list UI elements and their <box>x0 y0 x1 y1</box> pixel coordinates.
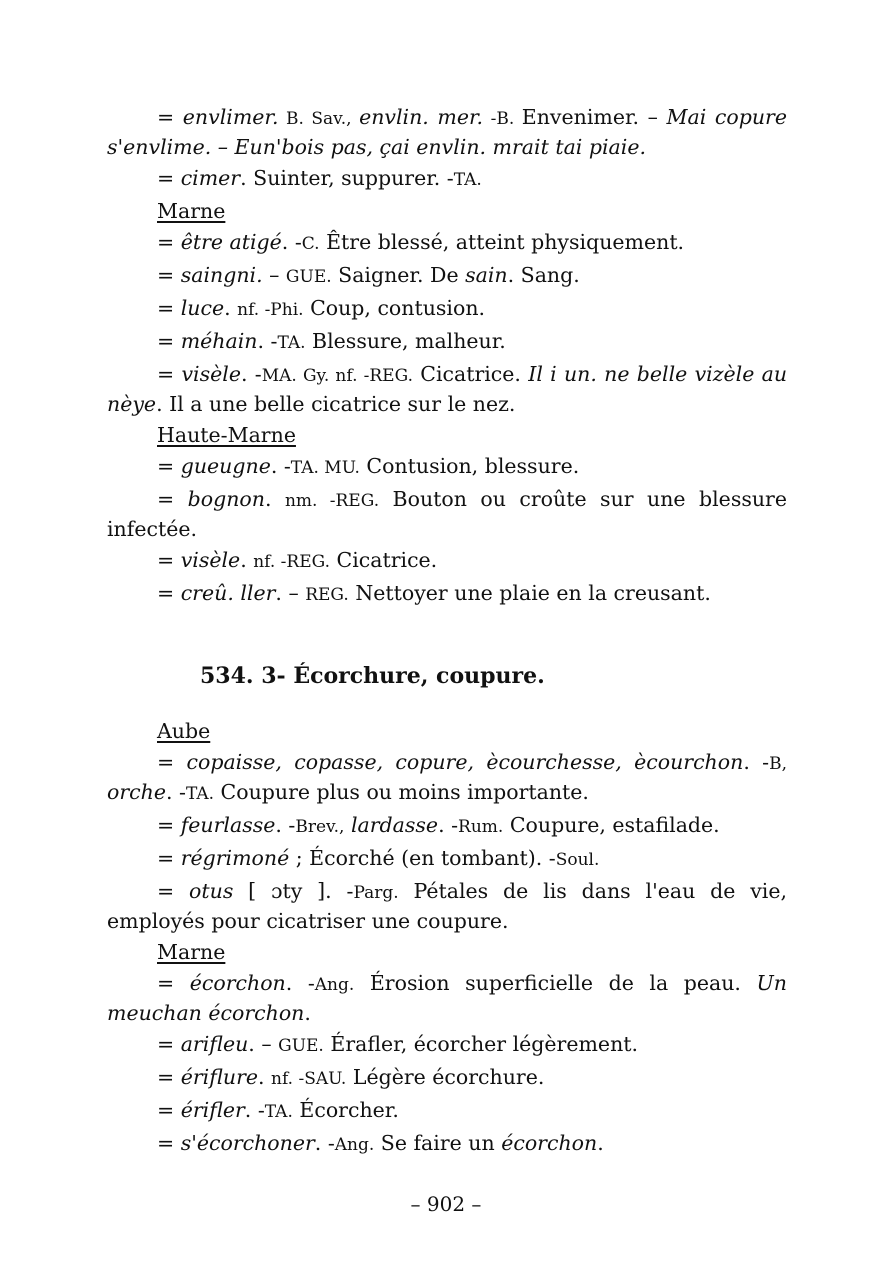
headword: être atigé <box>180 230 282 254</box>
source-ref: TA. <box>277 333 306 353</box>
entry-prefix: = <box>157 879 190 903</box>
definition: Blessure, malheur. <box>305 329 506 353</box>
entry-prefix: = <box>157 1098 181 1122</box>
punct: . – <box>248 1032 279 1056</box>
source-ref: MA. Gy. nf. -REG. <box>261 366 413 386</box>
phonetic: [ ɔty ]. - <box>233 879 354 903</box>
source-ref: REG. <box>305 585 349 605</box>
entry-otus <box>107 877 787 935</box>
source-ref: B, <box>769 754 787 774</box>
entry-prefix: = <box>157 971 190 995</box>
entry-bognon <box>107 485 787 543</box>
source-ref: nf. -REG. <box>253 552 331 572</box>
source-ref: B. Sav., <box>278 109 360 129</box>
definition: Cicatrice. <box>412 362 529 386</box>
entry-prefix: = <box>157 263 181 287</box>
entry-prefix: = <box>157 581 181 605</box>
headword-variant: lardasse <box>350 813 439 837</box>
entry-prefix: = <box>157 813 181 837</box>
headword: méhain <box>180 329 258 353</box>
definition: . Suinter, suppurer. - <box>240 166 454 190</box>
headword: régrimoné <box>180 846 290 870</box>
punct: . - <box>281 230 302 254</box>
example: Il i un. ne belle vizèle au nèye <box>107 362 788 416</box>
headword: ériflure <box>180 1065 258 1089</box>
headword: visèle <box>180 548 241 572</box>
definition: Pétales de lis dans l'eau de vie, employés pour cicatriser une coupure. <box>107 879 787 933</box>
headword: bognon <box>187 487 265 511</box>
punct: – <box>262 263 286 287</box>
source-ref: GUE. <box>278 1036 324 1056</box>
headword: creû. ller <box>180 581 276 605</box>
entry-cimer <box>107 164 787 194</box>
headword: s'écorchoner <box>180 1131 315 1155</box>
punct: . - <box>275 813 296 837</box>
entry-ecorchon <box>107 969 787 1027</box>
headword: arifleu <box>180 1032 249 1056</box>
entry-regrimone <box>107 844 787 874</box>
entry-erifler <box>107 1096 787 1126</box>
punct: . – <box>275 581 306 605</box>
source-ref: Soul. <box>555 850 600 870</box>
headword: otus <box>189 879 234 903</box>
punct: . - <box>244 1098 265 1122</box>
punct: . - <box>165 780 186 804</box>
entry-eriflure <box>107 1063 787 1093</box>
headword: luce <box>180 296 225 320</box>
punct: . <box>224 296 238 320</box>
definition: Cicatrice. <box>330 548 438 572</box>
headword-variant: envlin. mer. <box>359 105 484 129</box>
punct: . - <box>438 813 459 837</box>
punct: . <box>264 487 285 511</box>
entry-prefix: = <box>157 846 181 870</box>
source-ref: C. <box>301 234 320 254</box>
entry-creuller <box>107 579 787 609</box>
punct: . - <box>257 329 278 353</box>
entry-prefix: = <box>157 1032 181 1056</box>
definition: Nettoyer une plaie en la creusant. <box>348 581 711 605</box>
punct: . - <box>743 750 770 774</box>
region-heading-aube: Aube <box>157 719 211 743</box>
entry-copaisse <box>107 748 787 808</box>
source-ref: nf. -Phi. <box>237 300 304 320</box>
punct: . <box>597 1131 604 1155</box>
region-heading-marne: Marne <box>157 199 226 223</box>
cross-reference: écorchon <box>501 1131 598 1155</box>
entry-prefix: = <box>157 296 181 320</box>
region-heading-marne-2: Marne <box>157 940 226 964</box>
entry-feurlasse <box>107 811 787 841</box>
definition: Envenimer. – <box>521 105 667 129</box>
page-number: – 902 – <box>410 1192 482 1216</box>
headword: érifler <box>180 1098 245 1122</box>
source-ref: TA. MU. <box>290 458 360 478</box>
region-heading-haute-marne: Haute-Marne <box>157 423 296 447</box>
source-ref: -B. <box>483 109 522 129</box>
source-ref: TA. <box>264 1102 293 1122</box>
headword: copaisse, copasse, copure, ècourchesse, ècourchon <box>186 750 744 774</box>
headword: gueugne <box>180 454 271 478</box>
source-ref: Parg. <box>353 883 399 903</box>
section-heading: 534. 3- Écorchure, coupure. <box>200 663 545 689</box>
text-column <box>107 103 787 1162</box>
source-ref: Brev., <box>295 817 345 837</box>
definition: Coup, contusion. <box>303 296 486 320</box>
source-ref: nm. -REG. <box>284 491 380 511</box>
entry-prefix: = <box>157 454 181 478</box>
definition: Coupure plus ou moins importante. <box>214 780 589 804</box>
definition: Érosion superficielle de la peau. <box>354 971 757 995</box>
source-ref: TA. <box>453 170 482 190</box>
source-ref: nf. -SAU. <box>271 1069 347 1089</box>
headword: visèle <box>181 362 241 386</box>
entry-prefix: = <box>157 105 183 129</box>
source-ref: Ang. <box>334 1135 375 1155</box>
entry-prefix: = <box>157 362 182 386</box>
source-ref: Rum. <box>458 817 504 837</box>
entry-gueugne <box>107 452 787 482</box>
entry-envlimer <box>107 103 787 161</box>
entry-arifleu <box>107 1030 787 1060</box>
definition: Bouton ou croûte sur une blessure infectée. <box>107 487 787 541</box>
entry-saingni <box>107 261 787 291</box>
definition: Écorcher. <box>292 1098 399 1122</box>
translation: . Il a une belle cicatrice sur le nez. <box>156 392 516 416</box>
entry-visele-2 <box>107 546 787 576</box>
punct: . - <box>270 454 291 478</box>
definition: Légère écorchure. <box>346 1065 545 1089</box>
punct: . - <box>285 971 315 995</box>
etymon: sain <box>465 263 508 287</box>
example: Mai copure s'envlime. – Eun'bois pas, çai envlin. mrait tai piaie. <box>107 105 787 159</box>
entry-prefix: = <box>157 487 188 511</box>
entry-visele <box>107 360 787 418</box>
source-ref: GUE. <box>285 267 332 287</box>
headword: feurlasse <box>180 813 276 837</box>
punct: . <box>304 1001 311 1025</box>
punct: . - <box>314 1131 335 1155</box>
headword: écorchon <box>189 971 286 995</box>
entry-prefix: = <box>157 166 181 190</box>
entry-secorchoner <box>107 1129 787 1159</box>
punct: . <box>240 548 254 572</box>
definition: Contusion, blessure. <box>359 454 580 478</box>
headword-variant: orche <box>107 780 166 804</box>
entry-etre-atige <box>107 228 787 258</box>
entry-mehain <box>107 327 787 357</box>
definition: Être blessé, atteint physiquement. <box>319 230 685 254</box>
punct: . <box>258 1065 272 1089</box>
entry-prefix: = <box>157 230 181 254</box>
punct: . - <box>240 362 262 386</box>
entry-prefix: = <box>157 548 181 572</box>
definition: Saigner. De <box>331 263 466 287</box>
definition: . Sang. <box>507 263 580 287</box>
entry-luce <box>107 294 787 324</box>
example: Un meuchan écorchon <box>107 971 787 1025</box>
definition: ; Écorché (en tombant). - <box>289 846 556 870</box>
entry-prefix: = <box>157 1065 181 1089</box>
headword: cimer <box>180 166 241 190</box>
headword: envlimer. <box>182 105 279 129</box>
entry-prefix: = <box>157 329 181 353</box>
source-ref: TA. <box>185 784 215 804</box>
definition: Coupure, estafilade. <box>503 813 720 837</box>
definition: Se faire un <box>374 1131 502 1155</box>
entry-prefix: = <box>157 750 187 774</box>
definition: Érafler, écorcher légèrement. <box>323 1032 639 1056</box>
entry-prefix: = <box>157 1131 181 1155</box>
source-ref: Ang. <box>314 975 355 995</box>
headword: saingni. <box>180 263 263 287</box>
